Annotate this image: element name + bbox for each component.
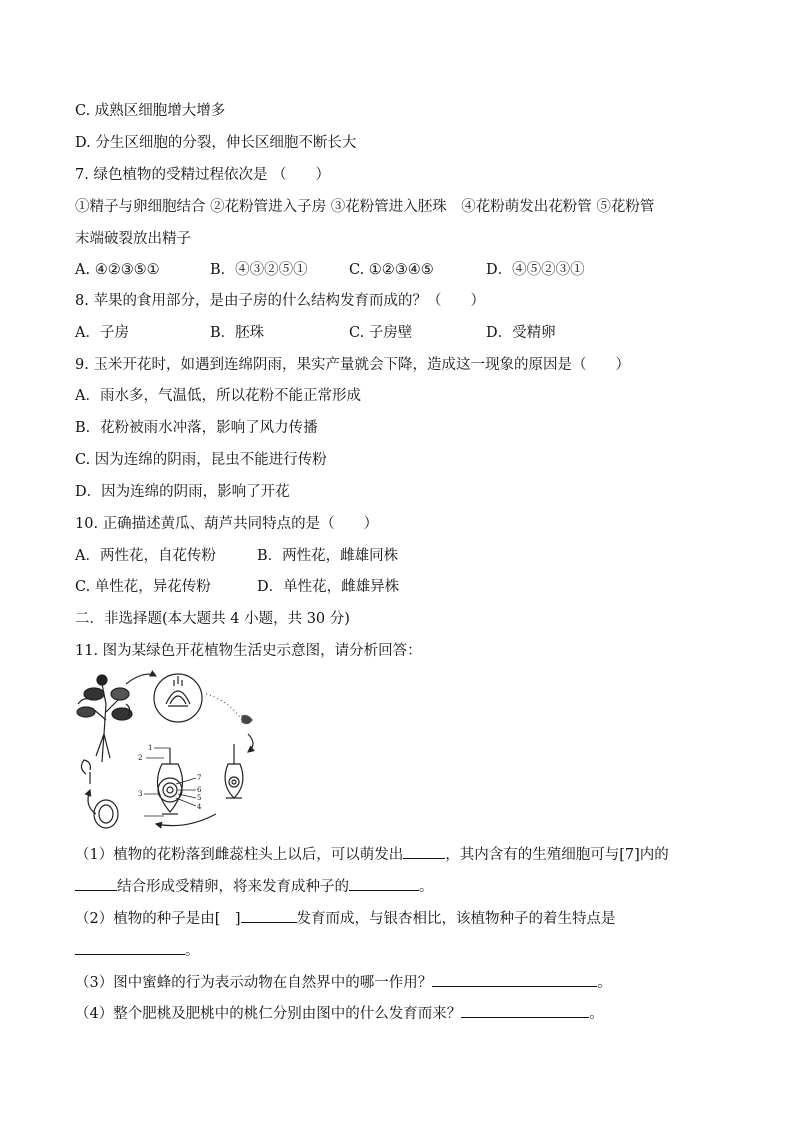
seedling-drawing [81,760,90,784]
q11-p1-text-d: 。 [419,879,434,895]
q9-option-a: A．雨水多，气温低，所以花粉不能正常形成 [75,388,361,404]
answer-blank-3[interactable] [349,875,419,891]
q9-stem: 9. 玉米开花时，如遇到连绵阴雨，果实产量就会下降，造成这一现象的原因是（ ） [75,357,630,373]
q11-p2-text-a: （2）植物的种子是由[ ] [75,911,241,927]
q11-p2-text-b: 发育而成，与银杏相比，该植物种子的着生特点是 [296,911,616,927]
figure-label-3: 3 [138,790,143,798]
q11-p1-text-c: 结合形成受精卵，将来发育成种子的 [117,879,349,895]
q9-option-d: D．因为连绵的阴雨，影响了开花 [75,484,290,500]
q9-option-b: B．花粉被雨水冲落，影响了风力传播 [75,420,318,436]
figure-label-4: 4 [197,803,202,811]
q11-part1-line1 [75,843,669,865]
q7-option-b: B．④③②⑤① [210,262,308,278]
q8-option-c: C. 子房壁 [349,325,413,341]
q10-option-a: A．两性花，自花传粉 [75,548,216,564]
q11-part2-line1 [75,907,616,929]
q7-option-d: D．④⑤②③① [486,262,585,278]
q11-part1-line2 [75,875,434,897]
q11-part2-line2 [75,939,200,961]
answer-blank-5[interactable] [75,939,185,955]
answer-blank-1[interactable] [403,843,445,859]
pistil-drawing [225,744,243,798]
q7-stem: 7. 绿色植物的受精过程依次是 （ ） [75,167,331,183]
figure-label-1: 1 [148,744,153,752]
q11-p3-text-a: （3）图中蜜蜂的行为表示动物在自然界中的哪一作用？ [75,975,433,991]
answer-blank-7[interactable] [461,1002,589,1018]
q11-p4-text-a: （4）整个肥桃及肥桃中的桃仁分别由图中的什么发育而来？ [75,1006,462,1022]
q8-stem: 8. 苹果的食用部分，是由子房的什么结构发育而成的？（ ） [75,293,485,309]
answer-blank-6[interactable] [432,971,597,987]
q11-p3-text-b: 。 [597,975,612,991]
q11-p2-text-c: 。 [185,943,200,959]
q8-option-b: B．胚珠 [210,325,265,341]
seed-drawing [94,800,118,828]
flowering-plant-drawing [77,675,132,762]
q6-option-d: D. 分生区细胞的分裂，伸长区细胞不断长大 [75,135,357,151]
flower-drawing [154,674,202,722]
plant-life-cycle-figure [66,664,278,832]
q8-option-a: A．子房 [75,325,129,341]
q10-option-d: D．单性花，雌雄异株 [257,579,400,595]
answer-blank-2[interactable] [75,875,117,891]
q11-stem: 11. 图为某绿色开花植物生活史示意图，请分析回答： [75,643,422,659]
q7-option-c: C. ①②③④⑤ [349,262,434,278]
answer-blank-4[interactable] [241,907,297,923]
q7-option-a: A. ④②③⑤① [75,262,160,278]
q11-p4-text-b: 。 [589,1006,604,1022]
pollen-trail [206,694,252,724]
q10-stem: 10. 正确描述黄瓜、葫芦共同特点的是（ ） [75,516,379,532]
q11-p1-text-b: ，其内含有的生殖细胞可与[7]内的 [445,847,669,863]
q8-option-d: D．受精卵 [486,325,556,341]
q11-part4 [75,1002,604,1024]
q7-steps-line2: 末端破裂放出精子 [75,231,191,247]
figure-label-7: 7 [197,774,202,782]
q10-option-c: C. 单性花，异花传粉 [75,579,211,595]
central-pistil-diagram [144,748,196,816]
q7-steps-line1: ①精子与卵细胞结合 ②花粉管进入子房 ③花粉管进入胚珠 ④花粉萌发出花粉管 ⑤花粉管 [75,199,655,215]
q6-option-c: C. 成熟区细胞增大增多 [75,103,226,119]
figure-label-5: 5 [197,794,202,802]
q10-option-b: B．两性花，雌雄同株 [257,548,399,564]
section-2-heading: 二．非选择题(本大题共 4 小题，共 30 分) [75,611,350,627]
q11-p1-text-a: （1）植物的花粉落到雌蕊柱头上以后，可以萌发出 [75,847,404,863]
figure-label-2: 2 [138,754,143,762]
figure-label-6: 6 [197,786,202,794]
q9-option-c: C. 因为连绵的阴雨，昆虫不能进行传粉 [75,452,327,468]
q11-part3 [75,971,612,993]
